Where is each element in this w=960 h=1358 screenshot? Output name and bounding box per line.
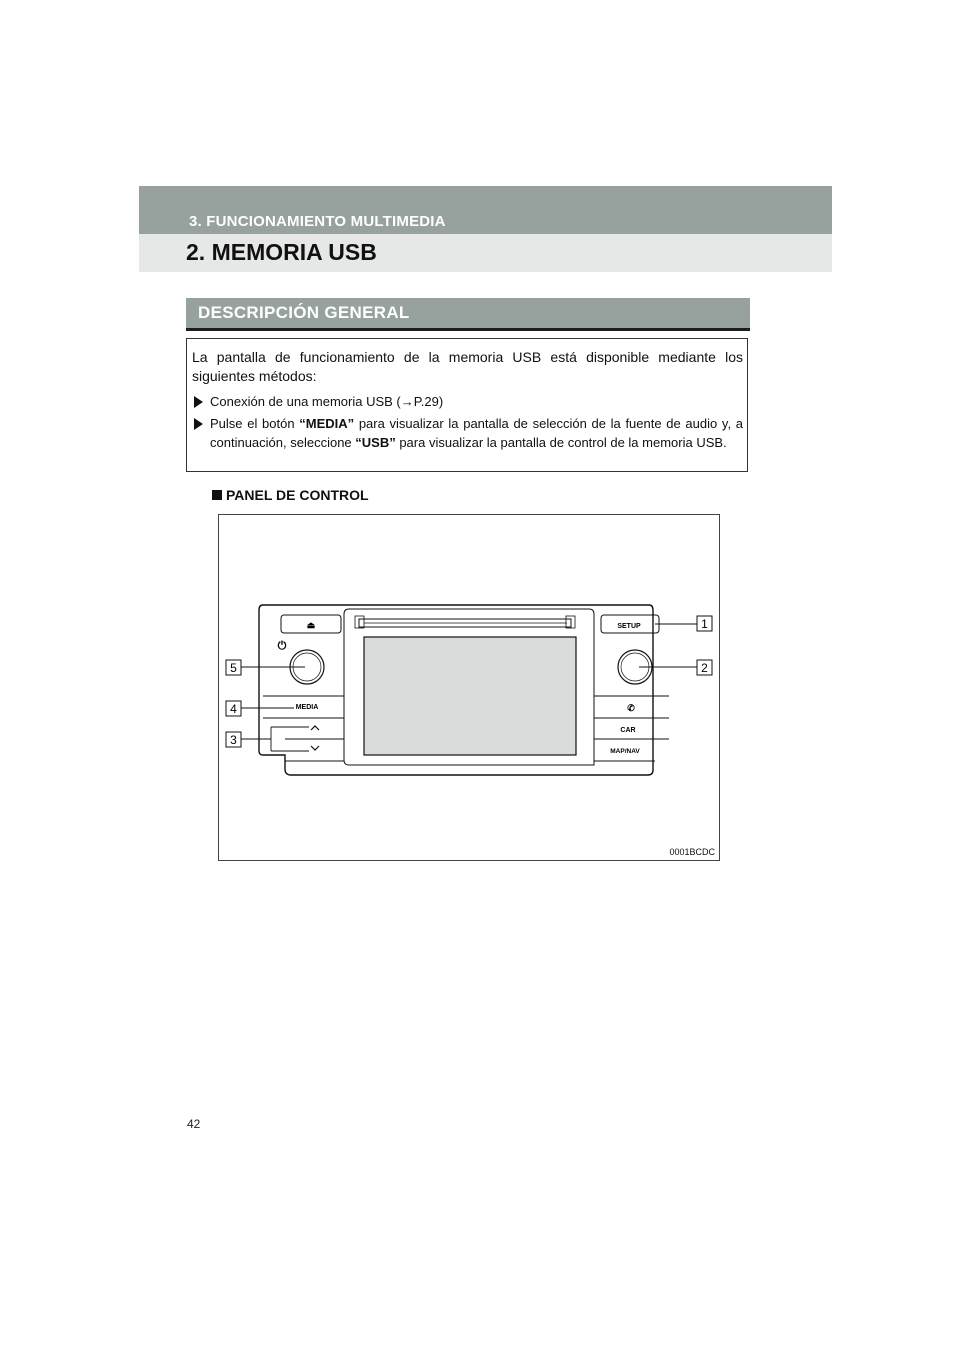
- callout-5: 5: [230, 661, 237, 675]
- control-panel-figure: [218, 514, 720, 861]
- page-title: 2. MEMORIA USB: [186, 239, 377, 265]
- control-panel-illustration: [219, 515, 719, 860]
- chevron-up-icon: [311, 726, 319, 730]
- bullet-media-post: para visualizar la pantalla de control de la memoria USB.: [395, 435, 727, 450]
- section-header-band: [139, 186, 832, 234]
- triangle-bullet-icon: [194, 418, 203, 430]
- description-box: [186, 338, 748, 472]
- car-button-label: CAR: [620, 727, 636, 734]
- phone-icon: ✆: [627, 703, 635, 713]
- map-nav-button-label: MAP/NAV: [610, 748, 640, 755]
- power-icon: ⏻: [277, 640, 287, 652]
- callout-2: 2: [701, 661, 708, 675]
- setup-button-label: SETUP: [617, 623, 641, 630]
- bullet-usb-connection-text: Conexión de una memoria USB (→P.29): [210, 394, 444, 409]
- chevron-down-icon: [311, 746, 319, 750]
- chapter-title-band: [139, 234, 832, 272]
- bullet-usb-keyword: “USB”: [355, 435, 396, 450]
- callout-4: 4: [230, 702, 237, 716]
- bullet-usb-connection: [192, 392, 743, 411]
- control-panel-heading-text: PANEL DE CONTROL: [226, 487, 369, 503]
- description-heading: [186, 298, 750, 331]
- description-intro: La pantalla de funcionamiento de la memoria USB está disponible mediante los siguientes métodos:: [192, 349, 743, 384]
- callout-1: 1: [701, 617, 708, 631]
- bullet-media-mid: para visualizar la pantalla de selección de la fuente de audio y, a continuación, seleccione: [210, 416, 743, 450]
- section-title: 3. FUNCIONAMIENTO MULTIMEDIA: [189, 213, 446, 230]
- bullet-media-button: [192, 414, 743, 452]
- square-bullet-icon: [212, 490, 222, 500]
- eject-icon: ⏏: [306, 620, 316, 630]
- callout-3: 3: [230, 733, 237, 747]
- page-number: 42: [187, 1117, 201, 1131]
- bullet-media-pre: Pulse el botón: [210, 416, 300, 431]
- media-button-label: MEDIA: [295, 704, 319, 711]
- control-panel-heading: [212, 487, 369, 503]
- figure-code: 0001BCDC: [669, 847, 715, 857]
- bullet-media-keyword: “MEDIA”: [299, 416, 355, 431]
- description-heading-text: DESCRIPCIÓN GENERAL: [198, 303, 410, 322]
- triangle-bullet-icon: [194, 396, 203, 408]
